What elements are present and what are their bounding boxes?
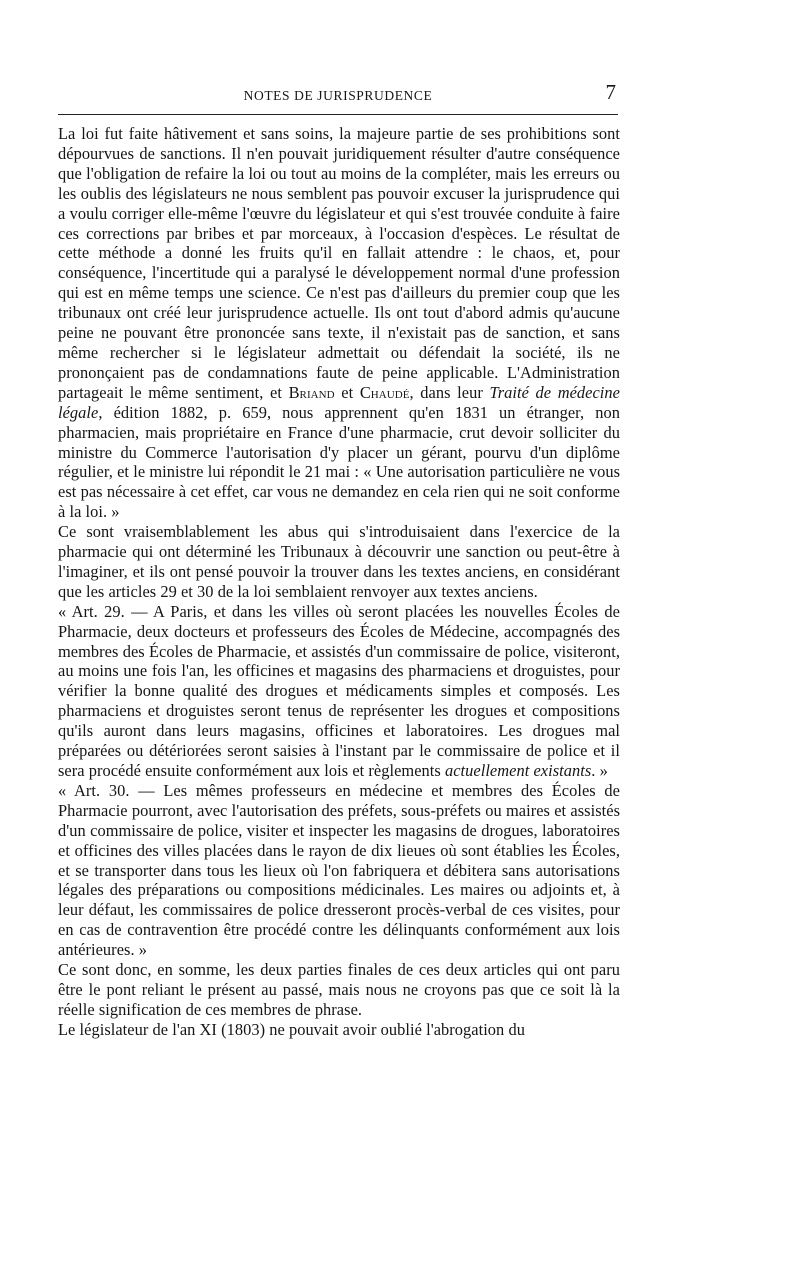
author-name: Briand xyxy=(288,382,335,402)
paragraph-1-text-b: et xyxy=(334,382,360,402)
page-number: 7 xyxy=(605,80,616,104)
paragraph-2: Ce sont vraisemblablement les abus qui s'introduisaient dans l'exercice de la pharmacie qui ont déterminé les Tribunaux à découvrir une sanction ou peut-être à l'imaginer, et ils ont pensé pouvoir la trouver dans les textes anciens, en considérant que les articles 29 et 30 de la loi semblaient renvoyer aux textes anciens. xyxy=(58,522,620,601)
running-header xyxy=(60,80,616,110)
author-name: Chaudé xyxy=(359,382,410,402)
book-title: Traité de médecine légale xyxy=(58,382,620,422)
paragraph-3 xyxy=(58,602,620,781)
paragraph-1-text-d: , édition 1882, p. 659, nous apprennent qu'en 1831 un étranger, non pharmacien, mais propriétaire en France d'une pharmacie, crut devoir solliciter du ministre du Commerce l'autorisation d'y placer un gérant, pourvu d'un diplôme régulier, et le ministre lui répondit le 21 mai : « Une autorisation particulière ne vous est pas nécessaire à cet effet, car vous ne demandez en cela rien qui ne soit conforme à la loi. » xyxy=(58,402,620,522)
paragraph-1 xyxy=(58,124,620,522)
page-body xyxy=(58,124,620,1040)
paragraph-1-text-a: La loi fut faite hâtivement et sans soins, la majeure partie de ses prohibitions sont dépourvues de sanctions. Il n'en pouvait juridiquement résulter d'autre conséquence que l'obligation de refaire la loi ou tout au moins de la compléter, mais les erreurs ou les oublis des législateurs ne nous semblent pas pouvoir excuser la jurisprudence qui a voulu corriger elle-même l'œuvre du législateur et qui s'est trouvée conduite à faire ces corrections par bribes et par morceaux, à l'occasion d'espèces. Le résultat de cette méthode a donné les fruits qu'il en fallait attendre : le chaos, et, pour conséquence, l'incertitude qui a paralysé le développement normal d'une profession qui est en même temps une science. Ce n'est pas d'ailleurs du premier coup que les tribunaux ont créé leur jurisprudence actuelle. Ils ont tout d'abord admis qu'aucune peine ne pouvant être prononcée sans texte, il n'existait pas de sanction, et sans même rechercher si le législateur admettait ou défendait la société, ils ne prononçaient pas de condamnations faute de peine applicable. L'Administration partageait le même sentiment, et xyxy=(58,124,620,402)
paragraph-3-text-a: « Art. 29. — A Paris, et dans les villes où seront placées les nouvelles Écoles de Pharmacie, deux docteurs et professeurs des Écoles de Médecine, accompagnés des membres des Écoles de Pharmacie, et assistés d'un commissaire de police, visiteront, au moins une fois l'an, les officines et magasins des pharmaciens et droguistes, pour vérifier la bonne qualité des drogues et médicaments simples et composés. Les pharmaciens et droguistes seront tenus de représenter les drogues et compositions qu'ils auront dans leurs magasins, officines et laboratoires. Les drogues mal préparées ou détériorées seront saisies à l'instant par le commissaire de police et il sera procédé ensuite conformément aux lois et règlements xyxy=(58,601,620,780)
paragraph-3-text-b: . » xyxy=(591,761,608,780)
running-title: NOTES DE JURISPRUDENCE xyxy=(243,88,433,103)
emphasis: actuellement existants xyxy=(444,761,592,780)
paragraph-6: Le législateur de l'an XI (1803) ne pouvait avoir oublié l'abrogation du xyxy=(58,1019,525,1039)
header-rule xyxy=(58,114,618,115)
paragraph-5: Ce sont donc, en somme, les deux parties finales de ces deux articles qui ont paru être le pont reliant le présent au passé, mais nous ne croyons pas que ce soit là la réelle signification de ces membres de phrase. xyxy=(58,960,620,1019)
paragraph-1-text-c: , dans leur xyxy=(409,382,490,402)
paragraph-4: « Art. 30. — Les mêmes professeurs en médecine et membres des Écoles de Pharmacie pourront, avec l'autorisation des préfets, sous-préfets ou maires et assistés d'un commissaire de police, visiter et inspecter les magasins de drogues, laboratoires et officines des villes placées dans le rayon de dix lieues où sont établies les Écoles, et se transporter dans tous les lieux où l'on fabriquera et débitera sans autorisations légales des préparations ou compositions médicinales. Les maires ou adjoints et, à leur défaut, les commissaires de police dresseront procès-verbal de ces visites, pour en cas de contravention être procédé contre les délinquants conformément aux lois antérieures. » xyxy=(58,780,620,960)
